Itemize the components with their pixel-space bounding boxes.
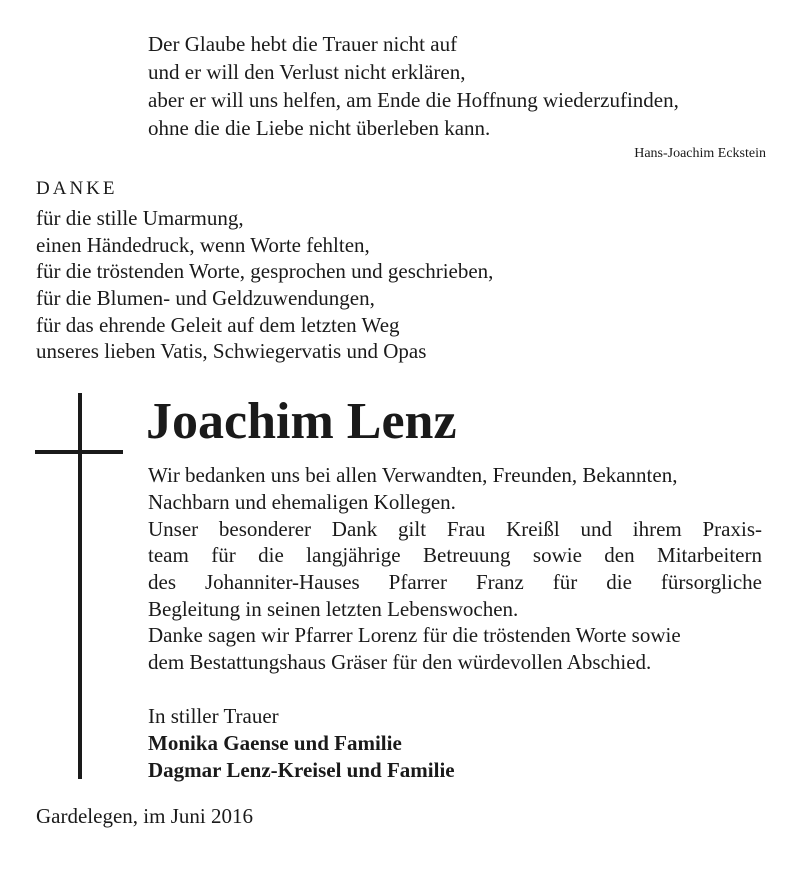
- place-date: Gardelegen, im Juni 2016: [36, 804, 253, 828]
- signer-name: Monika Gaense und Familie: [148, 731, 402, 755]
- message-line: Wir bedanken uns bei allen Verwandten, Freunden, Bekannten,: [148, 463, 678, 487]
- thanks-line: für die tröstenden Worte, gesprochen und geschrieben,: [36, 259, 494, 283]
- poem-line: ohne die die Liebe nicht überleben kann.: [148, 116, 491, 140]
- message-line: Unser besonderer Dank gilt Frau Kreißl und ihrem Praxis-: [148, 517, 762, 541]
- thanks-line: für die Blumen- und Geldzuwendungen,: [36, 286, 375, 310]
- message-line: Nachbarn und ehemaligen Kollegen.: [148, 490, 456, 514]
- message-line: Danke sagen wir Pfarrer Lorenz für die tröstenden Worte sowie: [148, 623, 681, 647]
- poem-author: Hans-Joachim Eckstein: [634, 146, 766, 161]
- message-line: Begleitung in seinen letzten Lebenswochen.: [148, 597, 519, 621]
- message-line: team für die langjährige Betreuung sowie den Mitarbeitern: [148, 543, 762, 567]
- poem-line: und er will den Verlust nicht erklären,: [148, 60, 466, 84]
- deceased-name: Joachim Lenz: [146, 393, 457, 450]
- poem-line: aber er will uns helfen, am Ende die Hoffnung wiederzufinden,: [148, 88, 679, 112]
- thanks-line: einen Händedruck, wenn Worte fehlten,: [36, 233, 370, 257]
- poem-line: Der Glaube hebt die Trauer nicht auf: [148, 32, 458, 56]
- cross-icon-bar: [35, 450, 123, 454]
- signer-name: Dagmar Lenz-Kreisel und Familie: [148, 758, 455, 782]
- mourning-label: In stiller Trauer: [148, 704, 279, 728]
- thanks-heading: DANKE: [36, 178, 118, 199]
- thanks-line: für die stille Umarmung,: [36, 206, 244, 230]
- message-line: dem Bestattungshaus Gräser für den würdevollen Abschied.: [148, 650, 652, 674]
- message-line: des Johanniter-Hauses Pfarrer Franz für die fürsorgliche: [148, 570, 762, 594]
- thanks-line: unseres lieben Vatis, Schwiegervatis und Opas: [36, 339, 427, 363]
- thanks-line: für das ehrende Geleit auf dem letzten Weg: [36, 313, 400, 337]
